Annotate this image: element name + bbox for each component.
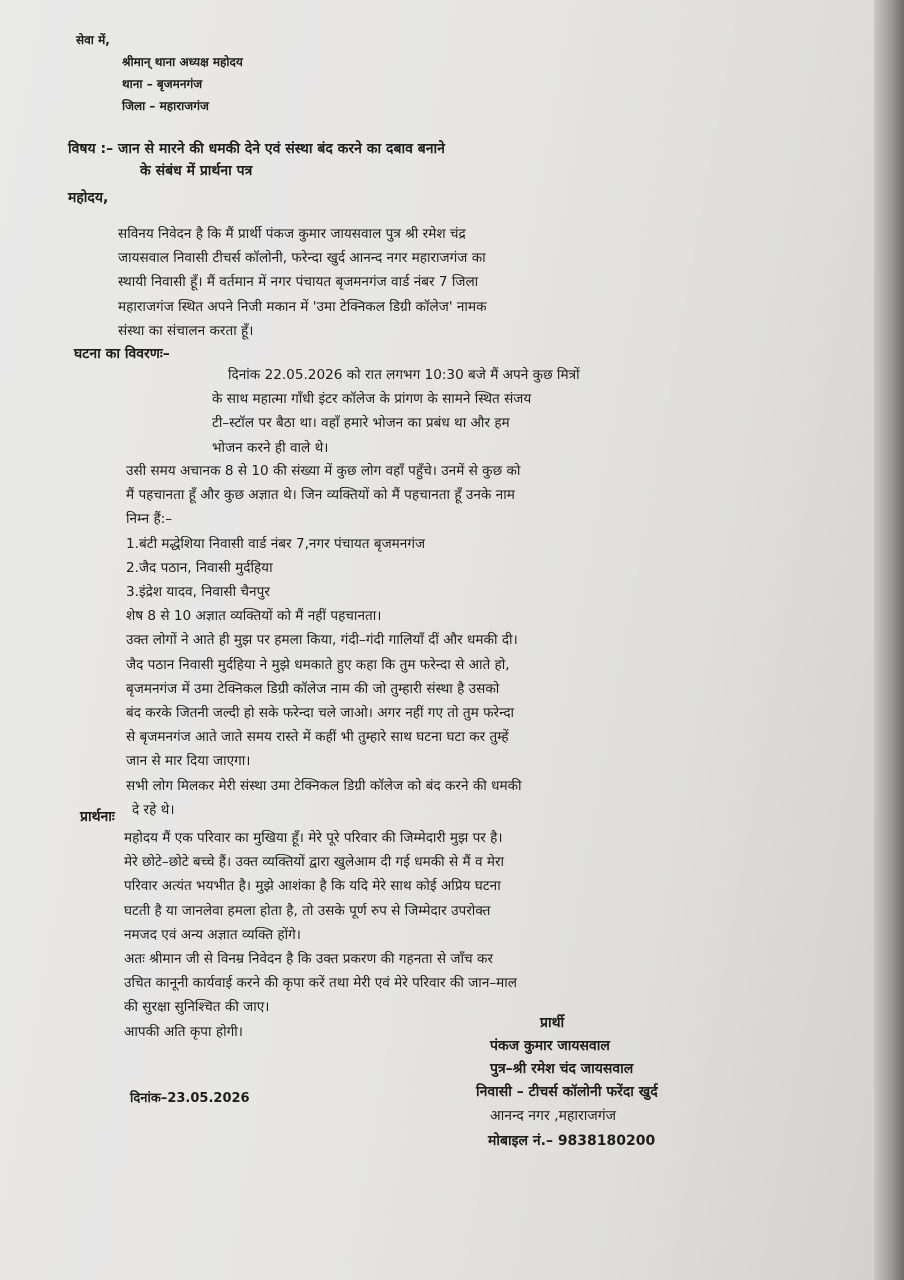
incident-line: जैद पठान निवासी मुर्दहिया ने मुझे धमकाते हुए कहा कि तुम फरेन्दा से आते हो, bbox=[126, 656, 510, 673]
signature-father: पुत्र–श्री रमेश चंद जायसवाल bbox=[490, 1061, 634, 1077]
prayer-line: अतः श्रीमान जी से विनम्र निवेदन है कि उक्त प्रकरण की गहनता से जाँच कर bbox=[124, 951, 493, 968]
signature-title: प्रार्थी bbox=[540, 1015, 565, 1031]
signature-mobile: मोबाइल नं.– 9838180200 bbox=[488, 1133, 656, 1149]
intro-line: जायसवाल निवासी टीचर्स कॉलोनी, फरेन्दा खुर्द आनन्द नगर महाराजगंज का bbox=[118, 250, 486, 267]
incident-line: उक्त लोगों ने आते ही मुझ पर हमला किया, गंदी–गंदी गालियाँ दीं और धमकी दी। bbox=[126, 632, 518, 649]
salutation: सेवा में, bbox=[76, 33, 110, 47]
intro-line: स्थायी निवासी हूँ। मैं वर्तमान में नगर पंचायत बृजमनगंज वार्ड नंबर 7 जिला bbox=[118, 274, 479, 291]
prayer-line: की सुरक्षा सुनिश्चित की जाए। bbox=[124, 999, 270, 1016]
incident-line: भोजन करने ही वाले थे। bbox=[212, 439, 329, 456]
intro-line: सविनय निवेदन है कि मैं प्रार्थी पंकज कुमार जायसवाल पुत्र श्री रमेश चंद्र bbox=[118, 226, 466, 242]
incident-line: टी–स्टॉल पर बैठा था। वहाँ हमारे भोजन का प्रबंध था और हम bbox=[212, 415, 510, 432]
incident-heading: घटना का विवरणः– bbox=[74, 346, 170, 362]
incident-line: निम्न हैं:– bbox=[126, 511, 173, 528]
signature-name: पंकज कुमार जायसवाल bbox=[490, 1038, 610, 1054]
addressee-line-3: जिला – महाराजगंज bbox=[122, 99, 209, 113]
incident-line: सभी लोग मिलकर मेरी संस्था उमा टेक्निकल डिग्री कॉलेज को बंद करने की धमकी bbox=[126, 777, 522, 794]
signature-town: आनन्द नगर ,महाराजगंज bbox=[490, 1108, 617, 1124]
addressee-line-2: थाना – बृजमनगंज bbox=[122, 77, 203, 91]
incident-line: जान से मार दिया जाएगा। bbox=[126, 753, 251, 770]
greeting: महोदय, bbox=[68, 190, 109, 206]
intro-paragraph bbox=[118, 222, 487, 343]
page-edge-shadow bbox=[874, 0, 904, 1280]
prayer-line: आपकी अति कृपा होगी। bbox=[124, 1023, 243, 1040]
intro-line: महाराजगंज स्थित अपने निजी मकान में 'उमा टेक्निकल डिग्री कॉलेज' नामक bbox=[118, 298, 487, 315]
prayer-heading: प्रार्थनाः bbox=[80, 809, 115, 825]
incident-line: दिनांक 22.05.2026 को रात लगभग 10:30 बजे मैं अपने कुछ मित्रों bbox=[228, 367, 580, 383]
prayer-line: घटती है या जानलेवा हमला होता है, तो उसके पूर्ण रुप से जिम्मेदार उपरोक्त bbox=[124, 902, 491, 919]
accused-item-1: 1.बंटी मद्धेशिया निवासी वार्ड नंबर 7,नगर पंचायत बृजमनगंज bbox=[126, 535, 426, 552]
incident-line: दे रहे थे। bbox=[132, 801, 175, 818]
prayer-line: उचित कानूनी कार्यवाई करने की कृपा करें तथा मेरी एवं मेरे परिवार की जान–माल bbox=[124, 975, 518, 992]
incident-line: से बृजमनगंज आते जाते समय रास्ते में कहीं भी तुम्हारे साथ घटना घटा कर तुम्हें bbox=[126, 729, 509, 746]
incident-line: के साथ महात्मा गाँधी इंटर कॉलेज के प्रांगण के सामने स्थित संजय bbox=[212, 391, 532, 408]
incident-line: उसी समय अचानक 8 से 10 की संख्या में कुछ लोग वहाँ पहुँचे। उनमें से कुछ को bbox=[126, 463, 521, 479]
incident-line: मैं पहचानता हूँ और कुछ अज्ञात थे। जिन व्यक्तियों को मैं पहचानता हूँ उनके नाम bbox=[126, 487, 515, 504]
letter-date: दिनांक–23.05.2026 bbox=[130, 1091, 250, 1106]
incident-paragraph-1 bbox=[212, 363, 580, 460]
signature-residence: निवासी – टीचर्स कॉलोनी फरेंदा खुर्द bbox=[476, 1084, 658, 1100]
prayer-line: मेरे छोटे–छोटे बच्चे हैं। उक्त व्यक्तियों द्वारा खुलेआम दी गई धमकी से मैं व मेरा bbox=[124, 854, 505, 871]
prayer-line: नमजद एवं अन्य अज्ञात व्यक्ति होंगे। bbox=[124, 926, 301, 943]
accused-item-3: 3.इंद्रेश यादव, निवासी चैनपुर bbox=[126, 584, 270, 601]
addressee-line-1: श्रीमान् थाना अध्यक्ष महोदय bbox=[122, 55, 243, 69]
accused-item-2: 2.जैद पठान, निवासी मुर्दहिया bbox=[126, 559, 273, 576]
incident-line: शेष 8 से 10 अज्ञात व्यक्तियों को मैं नहीं पहचानता। bbox=[126, 608, 382, 625]
intro-line: संस्था का संचालन करता हूँ। bbox=[118, 322, 254, 339]
prayer-line: परिवार अत्यंत भयभीत है। मुझे आशंका है कि यदि मेरे साथ कोई अप्रिय घटना bbox=[124, 878, 501, 895]
incident-paragraph-2 bbox=[126, 459, 522, 822]
subject-line-2: के संबंध में प्रार्थना पत्र bbox=[140, 163, 253, 179]
incident-line: बंद करके जितनी जल्दी हो सके फरेन्दा चले जाओ। अगर नहीं गए तो तुम फरेन्दा bbox=[126, 705, 515, 722]
prayer-line: महोदय मैं एक परिवार का मुखिया हूँ। मेरे पूरे परिवार की जिम्मेदारी मुझ पर है। bbox=[124, 830, 503, 846]
prayer-paragraph bbox=[124, 826, 517, 1044]
incident-line: बृजमनगंज में उमा टेक्निकल डिग्री कॉलेज नाम की जो तुम्हारी संस्था है उसको bbox=[126, 680, 500, 697]
subject-line-1: विषय :– जान से मारने की धमकी देने एवं संस्था बंद करने का दबाव बनाने bbox=[68, 141, 445, 157]
